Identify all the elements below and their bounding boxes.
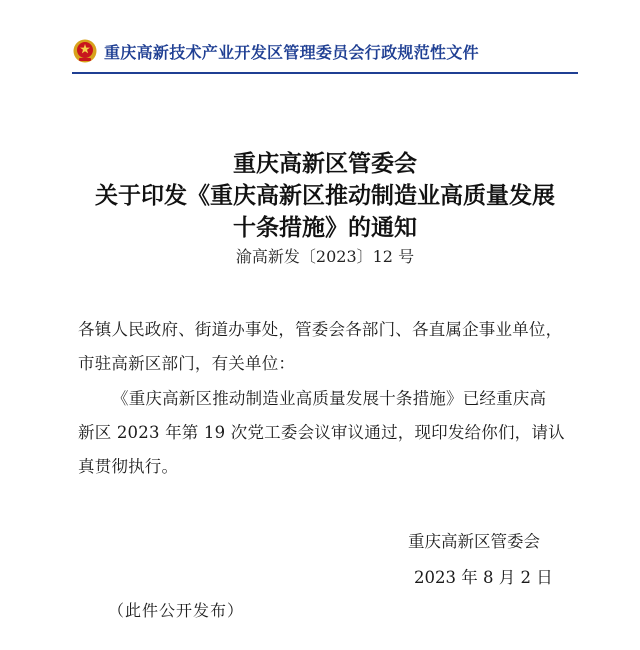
document-title: [60, 148, 590, 244]
title-line-3: 十条措施》的通知: [233, 214, 417, 241]
addressee-line-2: 市驻高新区部门，有关单位：: [78, 354, 296, 373]
signature-date: 2023 年 8 月 2 日: [414, 568, 553, 587]
national-emblem-icon: [72, 38, 98, 64]
title-line-2: 关于印发《重庆高新区推动制造业高质量发展: [95, 182, 555, 209]
addressee-line-1: 各镇人民政府、街道办事处，管委会各部门、各直属企事业单位，: [78, 320, 563, 339]
header-divider: [72, 72, 578, 74]
publication-notice: （此件公开发布）: [108, 601, 245, 620]
signature-organization: 重庆高新区管委会: [408, 532, 540, 551]
body-paragraph-line-3: 真贯彻执行。: [78, 457, 179, 476]
body-paragraph-line-1: 《重庆高新区推动制造业高质量发展十条措施》已经重庆高: [112, 389, 547, 408]
body-paragraph-line-2: 新区 2023 年第 19 次党工委会议审议通过，现印发给你们，请认: [78, 423, 565, 442]
document-header: [72, 36, 479, 66]
title-line-1: 重庆高新区管委会: [233, 150, 417, 177]
document-number: 渝高新发〔2023〕12 号: [235, 247, 415, 266]
header-title: 重庆高新技术产业开发区管理委员会行政规范性文件: [104, 42, 479, 62]
